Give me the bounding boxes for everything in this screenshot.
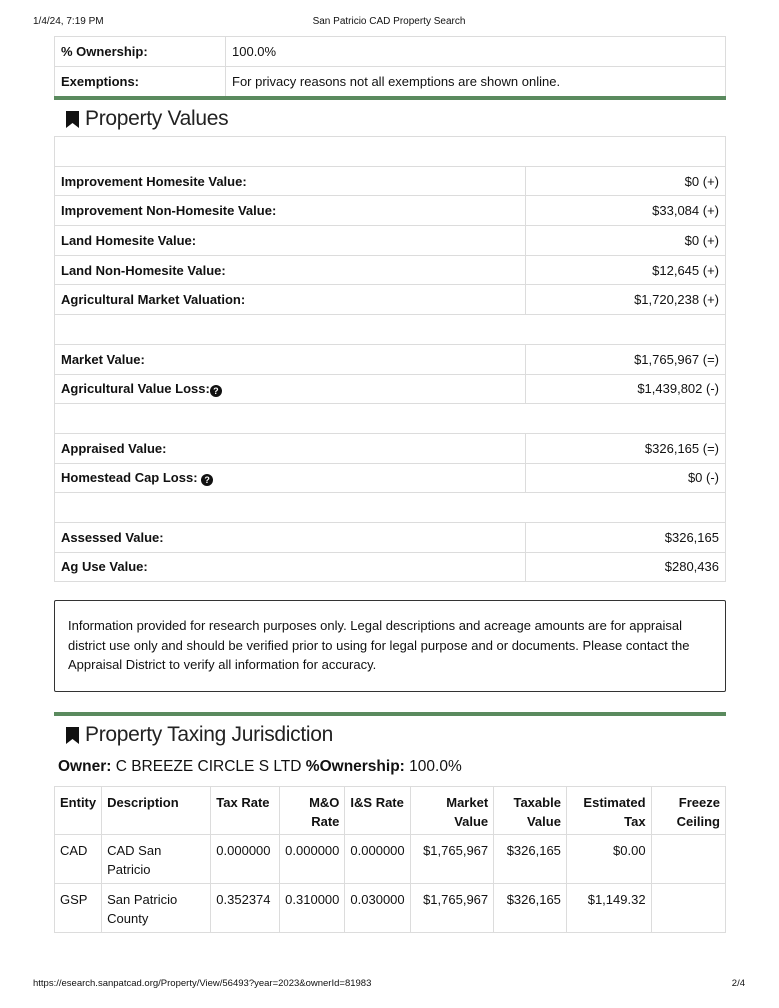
spacer-row [55,404,726,434]
column-header: Freeze Ceiling [651,787,725,835]
page-number: 2/4 [731,978,745,989]
spacer-row [55,493,726,523]
mo-rate-cell: 0.000000 [280,835,345,884]
column-header: M&O Rate [280,787,345,835]
table-row [55,835,726,884]
table-row [55,344,726,374]
ownership-value: 100.0% [226,37,726,67]
print-page-title: San Patricio CAD Property Search [312,16,466,27]
table-row [55,552,726,582]
print-date: 1/4/24, 7:19 PM [33,16,104,27]
tax-rate-cell: 0.352374 [211,884,280,933]
table-row [55,67,726,97]
table-row [55,884,726,933]
market-value-cell: $1,765,967 [411,835,494,884]
help-icon[interactable]: ? [201,474,213,486]
freeze-ceiling-cell [651,835,725,884]
table-row [55,255,726,285]
value-amount: $0 (-) [526,463,726,493]
estimated-tax-cell: $1,149.32 [566,884,651,933]
table-row [55,463,726,493]
value-label-with-help [55,374,526,404]
is-rate-cell: 0.030000 [345,884,411,933]
value-amount: $1,765,967 (=) [526,344,726,374]
table-row [55,433,726,463]
value-label: Improvement Non-Homesite Value: [55,196,526,226]
value-label: Appraised Value: [55,433,526,463]
column-header: Entity [55,787,102,835]
entity-cell: GSP [55,884,102,933]
table-row [55,37,726,67]
property-values-heading [66,105,228,133]
disclaimer-notice: Information provided for research purposes only. Legal descriptions and acreage amounts are for appraisal district use only and should be verified prior to using for legal purpose and or documents. Please contact the Appraisal District to verify all information for accuracy. [54,600,726,692]
value-label: Land Homesite Value: [55,226,526,256]
value-label: Ag Use Value: [55,552,526,582]
freeze-ceiling-cell [651,884,725,933]
estimated-tax-cell: $0.00 [566,835,651,884]
taxable-value-cell: $326,165 [494,835,567,884]
value-label-with-help [55,463,526,493]
column-header: Taxable Value [494,787,567,835]
exemptions-label: Exemptions: [55,67,226,97]
print-footer [33,978,745,992]
exemptions-value: For privacy reasons not all exemptions are shown online. [226,67,726,97]
bookmark-icon [66,727,79,744]
taxing-jurisdiction-heading [66,721,333,749]
market-value-cell: $1,765,967 [411,884,494,933]
value-label: Improvement Homesite Value: [55,166,526,196]
value-label: Land Non-Homesite Value: [55,255,526,285]
section-divider [54,712,726,716]
column-header: Market Value [411,787,494,835]
value-amount: $1,439,802 (-) [526,374,726,404]
column-header: I&S Rate [345,787,411,835]
value-amount: $1,720,238 (+) [526,285,726,315]
value-label: Homestead Cap Loss: [61,469,202,485]
spacer-row [55,315,726,345]
table-header-row [55,787,726,835]
value-amount: $0 (+) [526,166,726,196]
value-label: Assessed Value: [55,522,526,552]
entity-cell: CAD [55,835,102,884]
value-amount: $12,645 (+) [526,255,726,285]
description-cell: San Patricio County [102,884,211,933]
column-header: Description [102,787,211,835]
help-icon[interactable]: ? [210,385,222,397]
description-cell: CAD San Patricio [102,835,211,884]
taxing-jurisdiction-title: Property Taxing Jurisdiction [85,723,333,746]
section-divider [54,96,726,100]
ownership-label: % Ownership: [55,37,226,67]
ownership-percent-value: 100.0% [409,758,462,775]
table-row [55,166,726,196]
mo-rate-cell: 0.310000 [280,884,345,933]
table-row [55,374,726,404]
value-amount: $33,084 (+) [526,196,726,226]
is-rate-cell: 0.000000 [345,835,411,884]
table-row [55,522,726,552]
value-amount: $326,165 (=) [526,433,726,463]
value-label: Agricultural Market Valuation: [55,285,526,315]
property-values-table [54,136,726,582]
value-amount: $280,436 [526,552,726,582]
taxable-value-cell: $326,165 [494,884,567,933]
property-values-title: Property Values [85,107,229,130]
print-header [33,16,745,30]
bookmark-icon [66,111,79,128]
ownership-percent-label: %Ownership: [305,758,405,775]
table-row [55,226,726,256]
column-header: Tax Rate [211,787,280,835]
value-label: Agricultural Value Loss: [61,380,210,396]
taxing-jurisdiction-table [54,786,726,933]
value-amount: $0 (+) [526,226,726,256]
value-label: Market Value: [55,344,526,374]
owner-info-table [54,36,726,97]
value-amount: $326,165 [526,522,726,552]
owner-name: C BREEZE CIRCLE S LTD [115,758,302,775]
owner-summary [58,758,462,776]
owner-label: Owner: [58,758,112,775]
table-row [55,285,726,315]
column-header: Estimated Tax [566,787,651,835]
page-url: https://esearch.sanpatcad.org/Property/View/56493?year=2023&ownerId=81983 [33,978,372,989]
spacer-row [55,137,726,167]
tax-rate-cell: 0.000000 [211,835,280,884]
table-row [55,196,726,226]
